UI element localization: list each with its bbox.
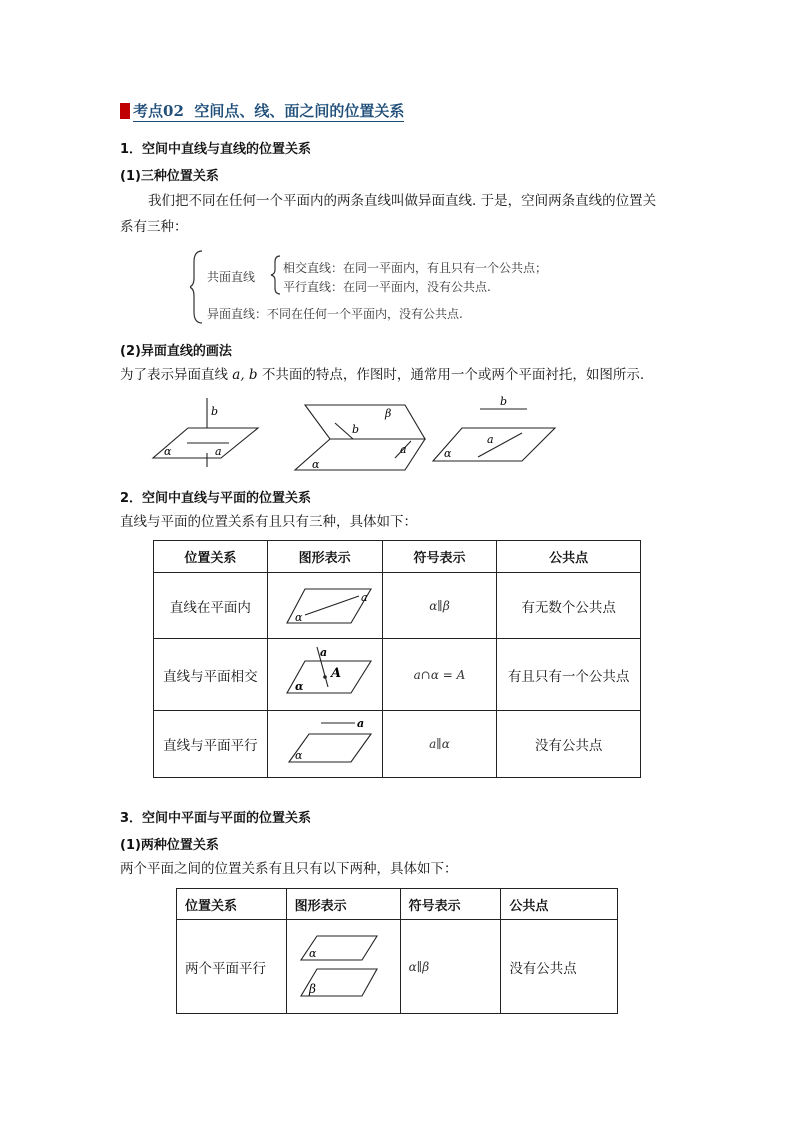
title-prefix: 考点 [133, 101, 164, 120]
row-symbol: α∥β [400, 920, 501, 1014]
row-figure [286, 920, 400, 1014]
label-alpha-3: α [444, 447, 452, 460]
line-b-2 [335, 423, 353, 439]
label-a-2: a [400, 443, 407, 456]
plane-beta [305, 405, 425, 439]
title-text [133, 101, 404, 122]
label-a: a [356, 717, 364, 730]
subheading-3-1: (1)两种位置关系 [120, 838, 219, 853]
paragraph-2-var: a, b [232, 367, 258, 383]
heading-1: 1．空间中直线与直线的位置关系 [120, 142, 312, 157]
point-A [323, 675, 327, 679]
row-symbol: a∩α = A [382, 639, 497, 711]
label-alpha-1: α [164, 445, 172, 458]
label-b-2: b [352, 423, 360, 436]
header-figure: 图形表示 [286, 889, 400, 920]
row-figure [267, 573, 382, 639]
brace-item-2: 平行直线：在同一平面内，没有公共点. [283, 280, 491, 294]
row-figure [267, 639, 382, 711]
header-relation: 位置关系 [177, 889, 287, 920]
heading-3: 3．空间中平面与平面的位置关系 [120, 811, 312, 826]
title-marker [120, 103, 130, 119]
title-main: 空间点、线、面之间的位置关系 [194, 101, 405, 120]
figure-line-in-plane [275, 579, 375, 629]
brace-group-label: 共面直线 [207, 270, 256, 284]
paragraph-2-a: 为了表示异面直线 [120, 367, 233, 383]
label-a: a [360, 590, 368, 604]
subheading-1-2: (2)异面直线的画法 [120, 344, 232, 359]
line-a-3 [478, 433, 522, 457]
subheading-1-1: (1)三种位置关系 [120, 169, 219, 184]
row-figure [267, 711, 382, 778]
row-common: 没有公共点 [497, 711, 641, 778]
figure-line-parallel-plane [275, 716, 375, 768]
header-common: 公共点 [497, 541, 641, 573]
paragraph-4: 两个平面之间的位置关系有且只有以下两种，具体如下： [120, 861, 458, 877]
row-symbol: a∥α [382, 711, 497, 778]
header-relation: 位置关系 [154, 541, 268, 573]
heading-2: 2．空间中直线与平面的位置关系 [120, 491, 312, 506]
row-common: 有无数个公共点 [497, 573, 641, 639]
row-relation: 直线与平面平行 [154, 711, 268, 778]
header-figure: 图形表示 [267, 541, 382, 573]
label-a-3: a [487, 433, 494, 446]
label-alpha-2: α [312, 458, 320, 471]
outer-brace [190, 251, 202, 323]
table-row [154, 639, 641, 711]
label-b-1: b [211, 405, 219, 418]
paragraph-1-line2: 系有三种： [120, 219, 188, 235]
label-A: A [330, 665, 341, 681]
header-common: 公共点 [501, 889, 618, 920]
table-row [154, 573, 641, 639]
section-title [120, 100, 404, 122]
brace-item-1: 相交直线：在同一平面内，有且只有一个公共点； [283, 261, 548, 275]
inner-brace [271, 256, 280, 294]
paragraph-3: 直线与平面的位置关系有且只有三种，具体如下： [120, 514, 417, 530]
paragraph-2 [120, 363, 644, 387]
label-b-3: b [500, 395, 508, 408]
label-alpha: α [294, 610, 303, 624]
figure-parallel-planes [295, 930, 387, 1000]
line-plane-table [153, 540, 641, 778]
label-beta: β [308, 981, 316, 996]
label-a: a [319, 645, 327, 659]
label-alpha: α [294, 679, 304, 693]
label-beta-2: β [385, 407, 392, 420]
paragraph-1-line1: 我们把不同在任何一个平面内的两条直线叫做异面直线. 于是，空间两条直线的位置关 [148, 193, 657, 209]
table-header-row [177, 889, 618, 920]
label-a-1: a [215, 445, 222, 458]
header-symbol: 符号表示 [382, 541, 497, 573]
label-alpha: α [308, 946, 317, 960]
row-relation: 直线与平面相交 [154, 639, 268, 711]
brace-item-3: 异面直线：不同在任何一个平面内，没有公共点. [207, 307, 463, 321]
row-relation: 直线在平面内 [154, 573, 268, 639]
row-common: 有且只有一个公共点 [497, 639, 641, 711]
paragraph-2-b: 不共面的特点，作图时，通常用一个或两个平面衬托，如图所示. [257, 367, 645, 383]
table-row [154, 711, 641, 778]
title-number: 02 [163, 101, 184, 120]
row-common: 没有公共点 [501, 920, 618, 1014]
header-symbol: 符号表示 [400, 889, 501, 920]
figure-line-intersect-plane [275, 645, 375, 701]
row-relation: 两个平面平行 [177, 920, 287, 1014]
table-header-row [154, 541, 641, 573]
line-a [305, 596, 359, 615]
table-row [177, 920, 618, 1014]
plane-plane-table [176, 888, 618, 1014]
skew-lines-figures [150, 395, 570, 475]
label-alpha: α [294, 749, 303, 762]
row-symbol: α∥β [382, 573, 497, 639]
